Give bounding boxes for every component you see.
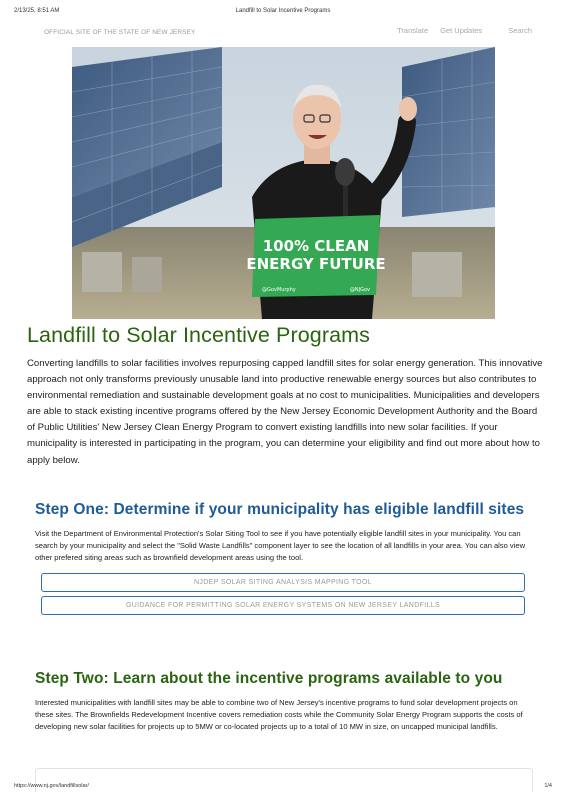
page-title: Landfill to Solar Incentive Programs — [27, 323, 370, 347]
official-site-label: OFFICIAL SITE OF THE STATE OF NEW JERSEY — [44, 29, 196, 36]
get-updates-link[interactable]: Get Updates — [440, 26, 483, 35]
sign-handle-right: @NJGov — [349, 287, 370, 293]
sign-line-2: ENERGY FUTURE — [246, 255, 386, 273]
permitting-guidance-button[interactable]: GUIDANCE FOR PERMITTING SOLAR ENERGY SYSTEMS ON NEW JERSEY LANDFILLS — [41, 596, 525, 615]
translate-link[interactable]: Translate — [397, 26, 429, 35]
print-title: Landfill to Solar Incentive Programs — [235, 8, 331, 14]
print-url: https://www.nj.gov/landfillsolar/ — [14, 783, 89, 789]
print-page-number: 1/4 — [544, 783, 552, 789]
top-bar — [0, 26, 566, 40]
sign-line-1: 100% CLEAN — [262, 237, 370, 255]
hero-image — [72, 47, 495, 319]
print-footer — [14, 783, 552, 792]
solar-siting-tool-button[interactable]: NJDEP SOLAR SITING ANALYSIS MAPPING TOOL — [41, 573, 525, 592]
print-date: 2/13/25, 8:51 AM — [14, 8, 60, 14]
search-link[interactable]: Search — [508, 26, 532, 35]
step-one-text: Visit the Department of Environmental Protection's Solar Siting Tool to see if you have potentially eligible landfill sites in your municipality. You can search by your municipality and select the "Solid Waste Landfills" component layer to see the location of all landfills in your area. You can also view other prefered siting areas such as brownfield development areas using the tool. — [35, 529, 526, 563]
top-links — [397, 26, 532, 35]
sign-handle-left: @GovMurphy — [262, 287, 296, 293]
intro-paragraph: Converting landfills to solar facilities involves repurposing capped landfill sites for solar energy generation. This innovative approach not only transforms previously unusable land into productive renewable energy sources but also contributes to environmental remediation and sustainable development goals at no cost to municipalities. Municipalities and developers are able to stack existing incentive programs offered by the New Jersey Economic Development Authority and the Board of Public Utilities' New Jersey Clean Energy Program to convert existing landfills into new solar facilities. If your municipality is interested in participating in the program, you can determine your eligibility and find out more about how to apply below. — [27, 358, 543, 466]
hero-photo — [72, 47, 495, 319]
step-two-heading: Step Two: Learn about the incentive programs available to you — [35, 670, 503, 687]
step-two-text: Interested municipalities with landfill sites may be able to combine two of New Jersey's incentive programs to fund solar development projects on these sites. The Brownfields Redevelopment Incentive covers remediation costs while the Community Solar Energy Program supports the costs of developing new solar facilities for projects up to 5MW or co-located projects up to a total of 10 MW in size, on uncapped municipal landfills. — [35, 698, 523, 732]
print-header — [14, 8, 552, 18]
step-one-heading: Step One: Determine if your municipality has eligible landfill sites — [35, 501, 525, 518]
